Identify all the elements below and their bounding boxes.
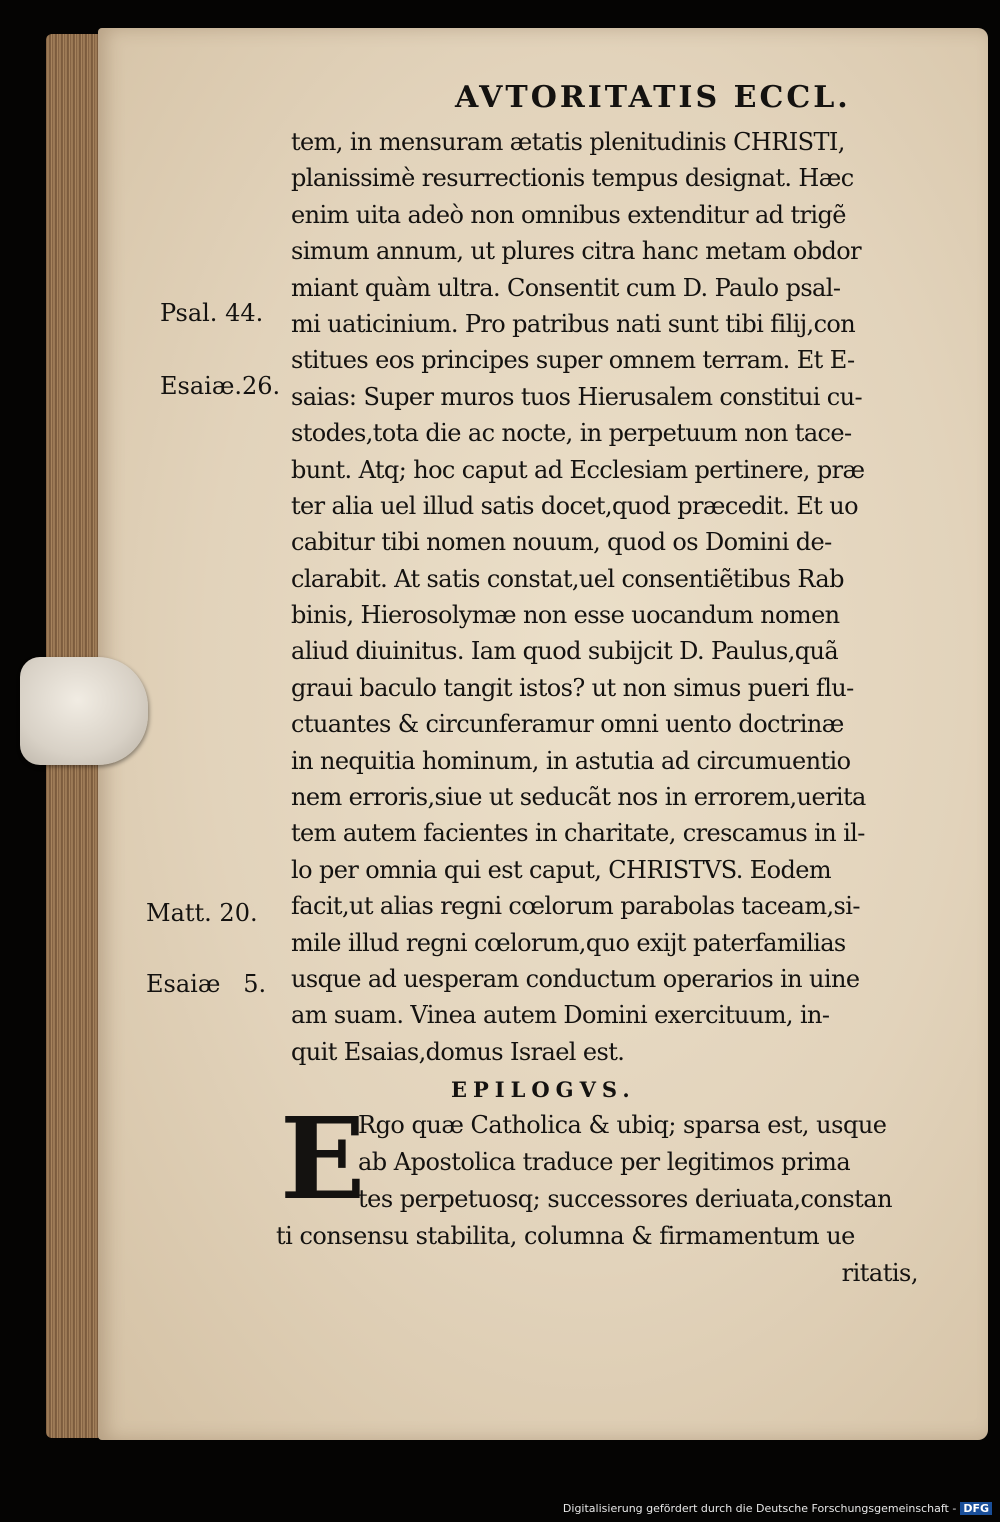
margin-note-matt: Matt. 20. — [146, 899, 258, 927]
text-line: in nequitia hominum, in astutia ad circumuentio — [291, 746, 851, 775]
text-line: facit,ut alias regni cœlorum parabolas taceam,si- — [291, 892, 860, 921]
text-line: planissimè resurrectionis tempus designat. Hæc — [291, 164, 854, 193]
text-line: graui baculo tangit istos? ut non simus pueri flu- — [291, 673, 854, 702]
text-line: bunt. Atq; hoc caput ad Ecclesiam pertinere, præ — [291, 455, 865, 484]
page-clip — [20, 657, 148, 765]
text-line: miant quàm ultra. Consentit cum D. Paulo psal- — [291, 273, 841, 302]
text-line: saias: Super muros tuos Hierusalem constitui cu- — [291, 382, 863, 411]
text-line: ritatis, — [841, 1259, 918, 1287]
text-line: tem autem facientes in charitate, crescamus in il- — [291, 819, 865, 848]
text-line: mi uaticinium. Pro patribus nati sunt tibi filij,con — [291, 309, 856, 338]
text-line: ab Apostolica traduce per legitimos prima — [358, 1148, 851, 1176]
credit-text: Digitalisierung gefördert durch die Deutsche Forschungsgemeinschaft - — [562, 1502, 957, 1515]
text-line: binis, Hierosolymæ non esse uocandum nomen — [291, 601, 840, 630]
digitization-credit — [563, 1502, 992, 1515]
text-line: clarabit. At satis constat,uel consentiẽtibus Rab — [291, 564, 844, 593]
text-line: tes perpetuosq; successores deriuata,constan — [358, 1185, 893, 1213]
text-line: aliud diuinitus. Iam quod subijcit D. Paulus,quã — [291, 637, 839, 666]
body-text — [291, 124, 951, 1070]
text-line: cabitur tibi nomen nouum, quod os Domini de- — [291, 528, 832, 557]
text-line: stitues eos principes super omnem terram. Et E- — [291, 346, 855, 375]
margin-note-psal: Psal. 44. — [160, 299, 264, 327]
text-line: quit Esaias,domus Israel est. — [291, 1037, 625, 1066]
running-head: AVTORITATIS ECCL. — [455, 80, 851, 115]
margin-note-esaiae-26: Esaiæ.26. — [160, 372, 281, 400]
text-line: simum annum, ut plures citra hanc metam obdor — [291, 237, 862, 266]
text-line: usque ad uesperam conductum operarios in uine — [291, 964, 860, 993]
text-line: ter alia uel illud satis docet,quod præcedit. Et uo — [291, 491, 858, 520]
text-line: tem, in mensuram ætatis plenitudinis CHRISTI, — [291, 128, 845, 156]
text-line: ctuantes & circunferamur omni uento doctrinæ — [291, 710, 844, 739]
text-line: mile illud regni cœlorum,quo exijt paterfamilias — [291, 928, 846, 957]
decorated-initial: E — [280, 1094, 366, 1225]
text-line: enim uita adeò non omnibus extenditur ad trigẽ — [291, 200, 846, 229]
text-line: ti consensu stabilita, columna & firmamentum ue — [276, 1222, 855, 1250]
text-line: lo per omnia qui est caput, CHRISTVS. Eodem — [291, 855, 832, 884]
text-line: nem erroris,siue ut seducãt nos in errorem,uerita — [291, 783, 866, 812]
text-line: am suam. Vinea autem Domini exercituum, in- — [291, 1001, 830, 1030]
margin-note-esaiae-5: Esaiæ 5. — [146, 970, 267, 998]
epilogue-heading: EPILOGVS. — [451, 1077, 636, 1102]
epilogue-text — [276, 1107, 956, 1292]
text-line: stodes,tota die ac nocte, in perpetuum non tace- — [291, 419, 852, 448]
dfg-logo: DFG — [960, 1502, 992, 1515]
text-line: Rgo quæ Catholica & ubiq; sparsa est, usque — [358, 1111, 887, 1139]
